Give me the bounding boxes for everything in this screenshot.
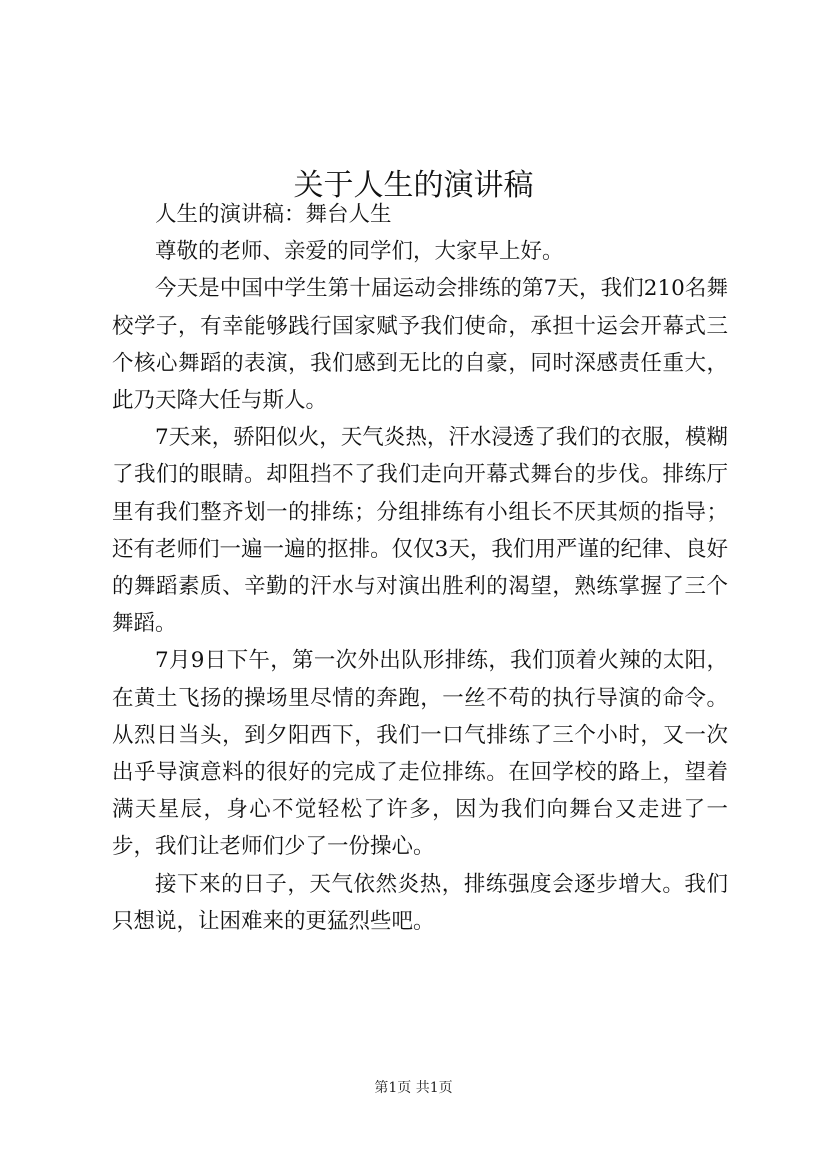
- paragraph: 人生的演讲稿：舞台人生: [155, 202, 392, 227]
- paragraph: 接下来的日子，天气依然炎热，排练强度会逐步增大。我们只想说，让困难来的更猛烈些吧。: [112, 871, 728, 934]
- document-body: [112, 196, 728, 940]
- paragraph: 7天来，骄阳似火，天气炎热，汗水浸透了我们的衣服，模糊了我们的眼睛。却阻挡不了我们走向开幕式舞台的步伐。排练厅里有我们整齐划一的排练；分组排练有小组长不厌其烦的指导；还有老师们一遍一遍的抠排。仅仅3天，我们用严谨的纪律、良好的舞蹈素质、辛勤的汗水与对演出胜利的渴望，熟练掌握了三个舞蹈。: [112, 425, 728, 637]
- paragraph: 今天是中国中学生第十届运动会排练的第7天，我们210名舞校学子，有幸能够践行国家赋予我们使命，承担十运会开幕式三个核心舞蹈的表演，我们感到无比的自豪，同时深感责任重大，此乃天降大任与斯人。: [112, 276, 728, 414]
- paragraph: 尊敬的老师、亲爱的同学们，大家早上好。: [155, 239, 564, 265]
- paragraph: 7月9日下午，第一次外出队形排练，我们顶着火辣的太阳，在黄土飞扬的操场里尽情的奔跑，一丝不苟的执行导演的命令。从烈日当头，到夕阳西下，我们一口气排练了三个小时，又一次出乎导演意料的很好的完成了走位排练。在回学校的路上，望着满天星辰，身心不觉轻松了许多，因为我们向舞台又走进了一步，我们让老师们少了一份操心。: [112, 648, 728, 860]
- document-title: 关于人生的演讲稿: [293, 168, 534, 204]
- page-footer: 第1页 共1页: [374, 1080, 453, 1096]
